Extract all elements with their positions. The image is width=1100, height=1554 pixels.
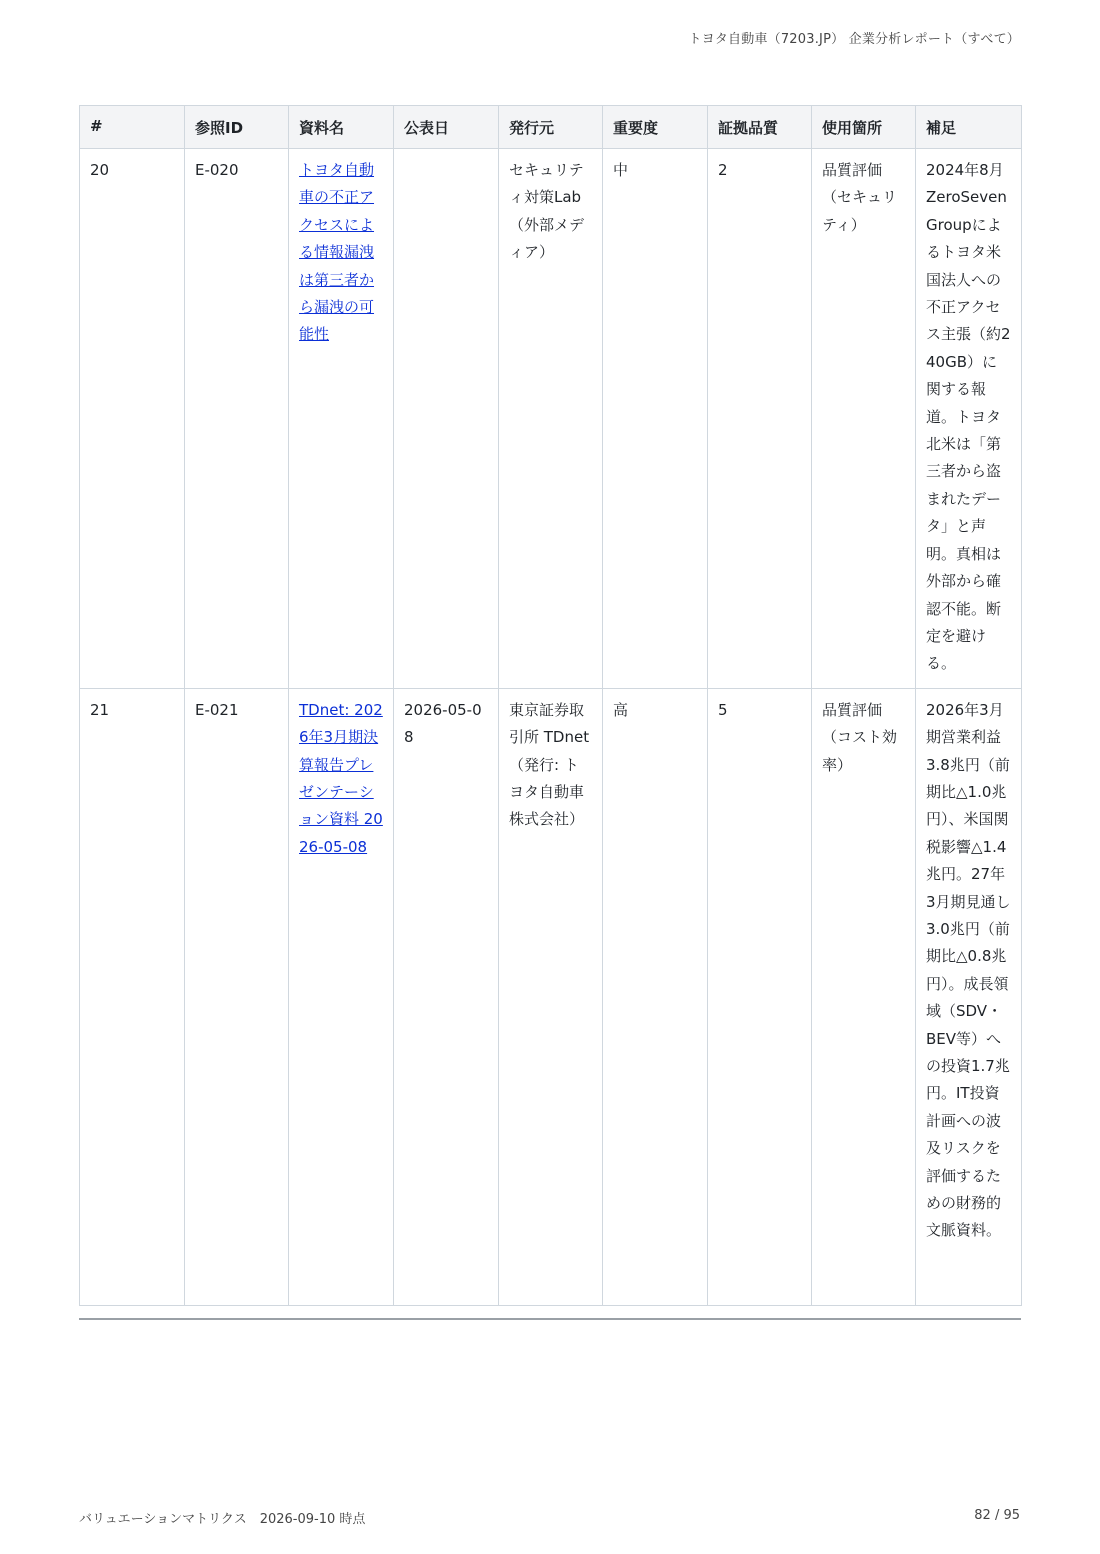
cell-ref-id: E-020 (185, 149, 289, 689)
column-header-number: # (80, 106, 185, 149)
cell-number: 21 (80, 688, 185, 1305)
footer-page-number: 82 / 95 (974, 1508, 1020, 1523)
evidence-table-container (79, 105, 1021, 1306)
cell-date: 2026-05-08 (394, 688, 499, 1305)
page-header-title: トヨタ自動車（7203.JP） 企業分析レポート（すべて） (688, 32, 1020, 47)
column-header-publisher: 発行元 (499, 106, 603, 149)
column-header-usage: 使用箇所 (812, 106, 916, 149)
cell-note: 2024年8月ZeroSeven Groupによるトヨタ米国法人への不正アクセス主張（約240GB）に関する報道。トヨタ北米は「第三者から盗まれたデータ」と声明。真相は外部から確認不能。断定を避ける。 (916, 149, 1022, 689)
column-header-ref-id: 参照ID (185, 106, 289, 149)
cell-publisher: セキュリティ対策Lab（外部メディア） (499, 149, 603, 689)
cell-importance: 高 (603, 688, 708, 1305)
column-header-doc-name: 資料名 (289, 106, 394, 149)
doc-link[interactable]: TDnet: 2026年3月期決算報告プレゼンテーション資料 2026-05-08 (299, 700, 383, 856)
column-header-quality: 証拠品質 (708, 106, 812, 149)
evidence-table (79, 105, 1022, 1306)
cell-note: 2026年3月期営業利益3.8兆円（前期比△1.0兆円）、米国関税影響△1.4兆円。27年3月期見通し3.0兆円（前期比△0.8兆円）。成長領域（SDV・BEV等）への投資1.7兆円。IT投資計画への波及リスクを評価するための財務的文脈資料。 (916, 688, 1022, 1305)
cell-doc-name (289, 149, 394, 689)
table-bottom-divider (79, 1318, 1021, 1320)
doc-link[interactable]: トヨタ自動車の不正アクセスによる情報漏洩は第三者から漏洩の可能性 (299, 161, 375, 344)
cell-importance: 中 (603, 149, 708, 689)
column-header-date: 公表日 (394, 106, 499, 149)
cell-ref-id: E-021 (185, 688, 289, 1305)
column-header-importance: 重要度 (603, 106, 708, 149)
cell-quality: 5 (708, 688, 812, 1305)
cell-usage: 品質評価（コスト効率） (812, 688, 916, 1305)
cell-date (394, 149, 499, 689)
cell-quality: 2 (708, 149, 812, 689)
cell-doc-name (289, 688, 394, 1305)
table-row (80, 688, 1022, 1305)
cell-number: 20 (80, 149, 185, 689)
footer-report-label: バリュエーションマトリクス 2026-09-10 時点 (79, 1512, 366, 1527)
cell-usage: 品質評価（セキュリティ） (812, 149, 916, 689)
column-header-note: 補足 (916, 106, 1022, 149)
table-header-row (80, 106, 1022, 149)
cell-publisher: 東京証券取引所 TDnet（発行: トヨタ自動車株式会社） (499, 688, 603, 1305)
table-row (80, 149, 1022, 689)
